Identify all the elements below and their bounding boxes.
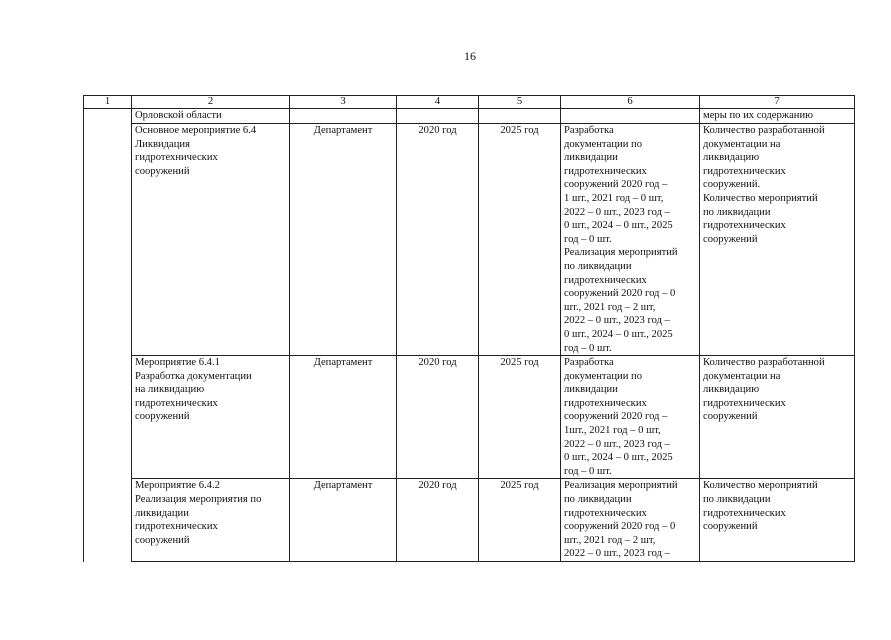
end-year: 2025 год [479, 124, 561, 356]
table-row [84, 356, 855, 479]
table-row [84, 479, 855, 562]
continuation-row [84, 109, 855, 124]
page-number: 16 [464, 49, 476, 63]
expected-result: Разработка документации по ликвидации гидротехнических сооружений 2020 год – 1шт., 2021 год – 0 шт, 2022 – 0 шт., 2023 год – 0 шт., 2024 – 0 шт., 2025 год – 0 шт. [561, 356, 700, 479]
column-1-blank-cell [84, 109, 132, 562]
column-header-4: 4 [397, 96, 479, 109]
continuation-col6 [561, 109, 700, 124]
end-year: 2025 год [479, 479, 561, 562]
executor: Департамент [290, 124, 397, 356]
start-year: 2020 год [397, 124, 479, 356]
continuation-col2: Орловской области [132, 109, 290, 124]
column-number-row [84, 96, 855, 109]
executor: Департамент [290, 479, 397, 562]
column-header-1: 1 [84, 96, 132, 109]
expected-result: Разработка документации по ликвидации гидротехнических сооружений 2020 год – 1 шт., 2021 год – 0 шт, 2022 – 0 шт., 2023 год – 0 шт., 2024 – 0 шт., 2025 год – 0 шт. Реализация мероприятий по ликвидации гидротехнических сооружений 2020 год – 0 шт., 2021 год – 2 шт, 2022 – 0 шт., 2023 год – 0 шт., 2024 – 0 шт., 2025 год – 0 шт. [561, 124, 700, 356]
indicator: Количество разработанной документации на ликвидацию гидротехнических сооружений [700, 356, 855, 479]
continuation-col7: меры по их содержанию [700, 109, 855, 124]
column-header-2: 2 [132, 96, 290, 109]
end-year: 2025 год [479, 356, 561, 479]
column-header-3: 3 [290, 96, 397, 109]
column-header-5: 5 [479, 96, 561, 109]
continuation-col5 [479, 109, 561, 124]
continuation-col4 [397, 109, 479, 124]
start-year: 2020 год [397, 356, 479, 479]
column-header-7: 7 [700, 96, 855, 109]
expected-result: Реализация мероприятий по ликвидации гидротехнических сооружений 2020 год – 0 шт., 2021 год – 2 шт, 2022 – 0 шт., 2023 год – [561, 479, 700, 562]
column-header-6: 6 [561, 96, 700, 109]
executor: Департамент [290, 356, 397, 479]
indicator: Количество разработанной документации на ликвидацию гидротехнических сооружений. Количество мероприятий по ликвидации гидротехнических сооружений [700, 124, 855, 356]
table-row [84, 124, 855, 356]
continuation-col3 [290, 109, 397, 124]
measure-title: Мероприятие 6.4.1 Разработка документации на ликвидацию гидротехнических сооружений [132, 356, 290, 479]
measure-title: Мероприятие 6.4.2 Реализация мероприятия по ликвидации гидротехнических сооружений [132, 479, 290, 562]
indicator: Количество мероприятий по ликвидации гидротехнических сооружений [700, 479, 855, 562]
measures-table [83, 95, 855, 562]
start-year: 2020 год [397, 479, 479, 562]
measure-title: Основное мероприятие 6.4 Ликвидация гидротехнических сооружений [132, 124, 290, 356]
